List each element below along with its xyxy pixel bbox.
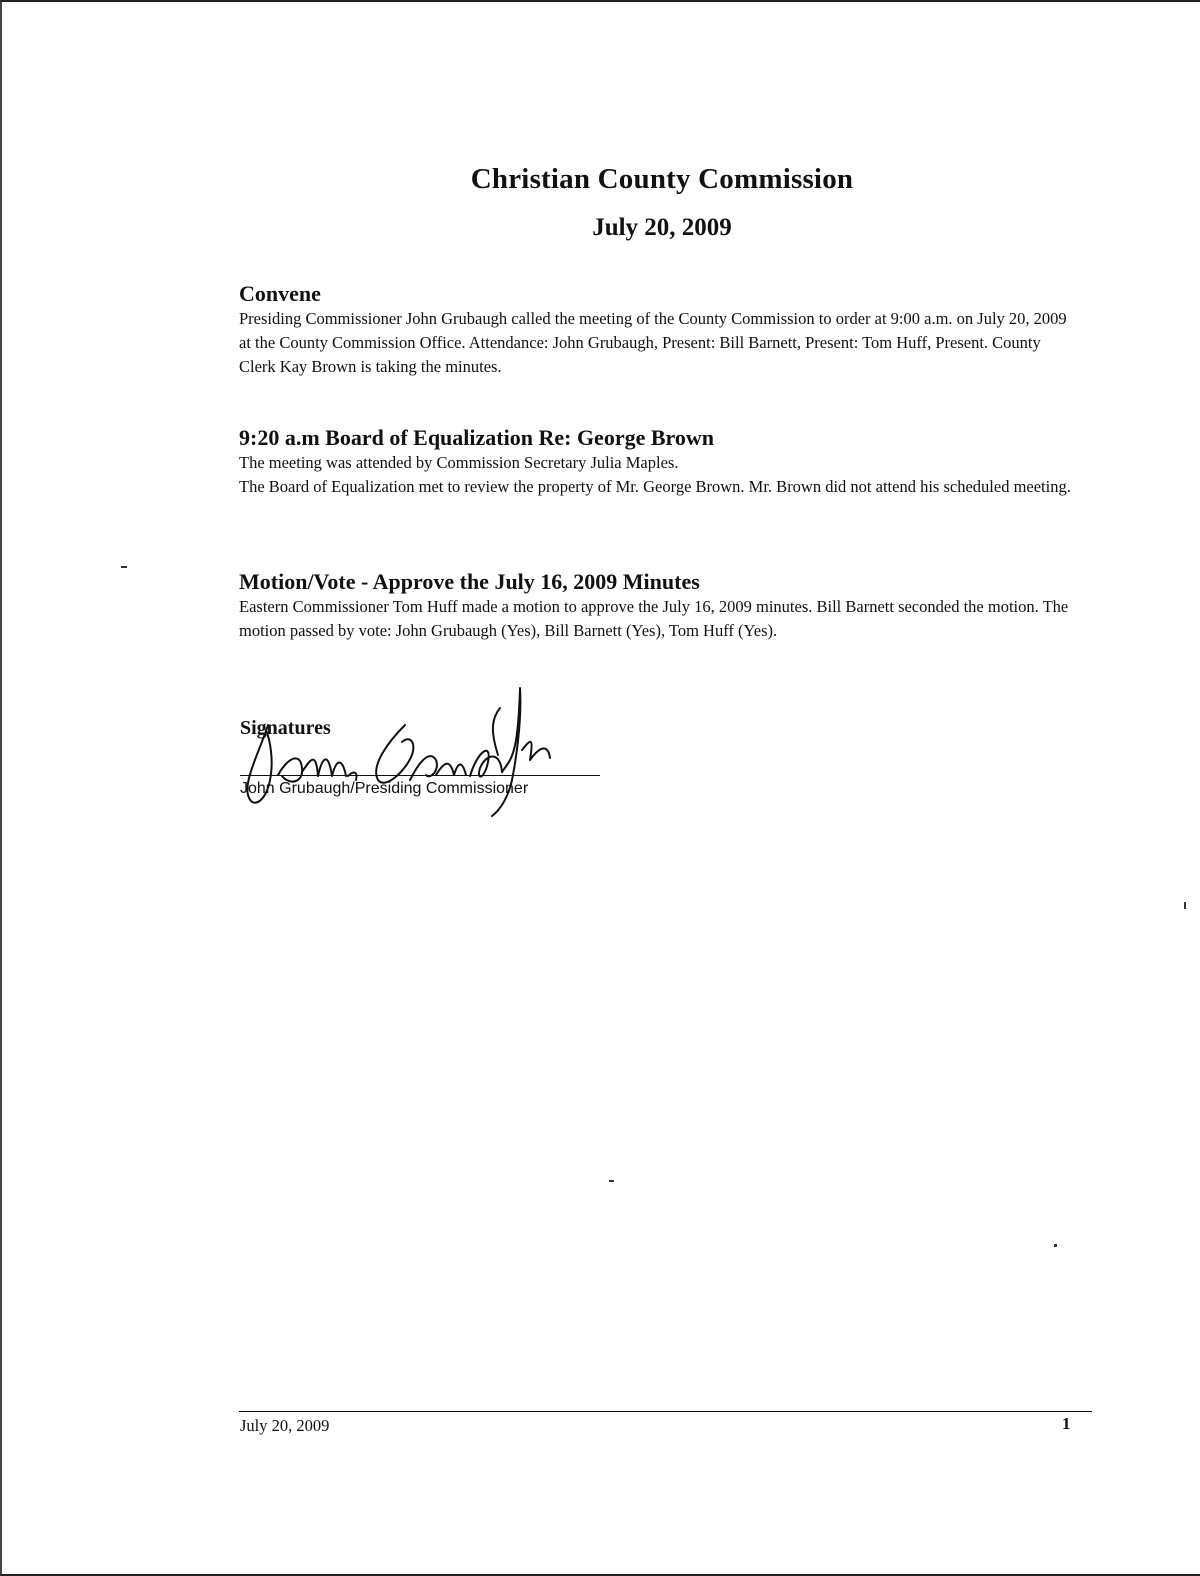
signature-line bbox=[240, 775, 600, 776]
section-convene bbox=[239, 281, 1079, 379]
footer-date: July 20, 2009 bbox=[240, 1416, 330, 1435]
handwritten-signature bbox=[230, 680, 610, 825]
document-title: Christian County Commission bbox=[470, 163, 854, 195]
footer-divider bbox=[239, 1411, 1092, 1412]
signatures-heading: Signatures bbox=[240, 717, 331, 739]
paragraph: The meeting was attended by Commission Secretary Julia Maples. bbox=[239, 453, 679, 472]
scan-speck bbox=[609, 1180, 614, 1182]
scan-speck bbox=[121, 566, 127, 568]
paragraph: Presiding Commissioner John Grubaugh called the meeting of the County Commission to order at 9:00 a.m. on July 20, 2009 at the County Commission Office. Attendance: John Grubaugh, Present: Bill Barnett, Present: Tom Huff, Present. County Clerk Kay Brown is taking the minutes. bbox=[239, 309, 1067, 376]
section-heading: Convene bbox=[239, 281, 321, 306]
scan-speck bbox=[1054, 1244, 1057, 1247]
section-heading: Motion/Vote - Approve the July 16, 2009 Minutes bbox=[239, 569, 700, 594]
section-body bbox=[239, 307, 1079, 379]
paragraph: Eastern Commissioner Tom Huff made a motion to approve the July 16, 2009 minutes. Bill Barnett seconded the motion. The motion passed by vote: John Grubaugh (Yes), Bill Barnett (Yes), Tom Huff (Yes). bbox=[239, 597, 1069, 640]
section-heading: 9:20 a.m Board of Equalization Re: George Brown bbox=[239, 425, 715, 450]
scan-speck bbox=[1184, 902, 1186, 909]
section-board-of-equalization bbox=[239, 425, 1079, 499]
page-number: 1 bbox=[1062, 1414, 1071, 1433]
section-body bbox=[239, 595, 1079, 643]
section-body bbox=[239, 451, 1079, 499]
section-motion-vote bbox=[239, 569, 1079, 643]
paragraph: The Board of Equalization met to review the property of Mr. George Brown. Mr. Brown did not attend his scheduled meeting. bbox=[239, 477, 1071, 496]
signer-name: John Grubaugh/Presiding Commissioner bbox=[240, 780, 529, 797]
document-date: July 20, 2009 bbox=[592, 214, 732, 241]
